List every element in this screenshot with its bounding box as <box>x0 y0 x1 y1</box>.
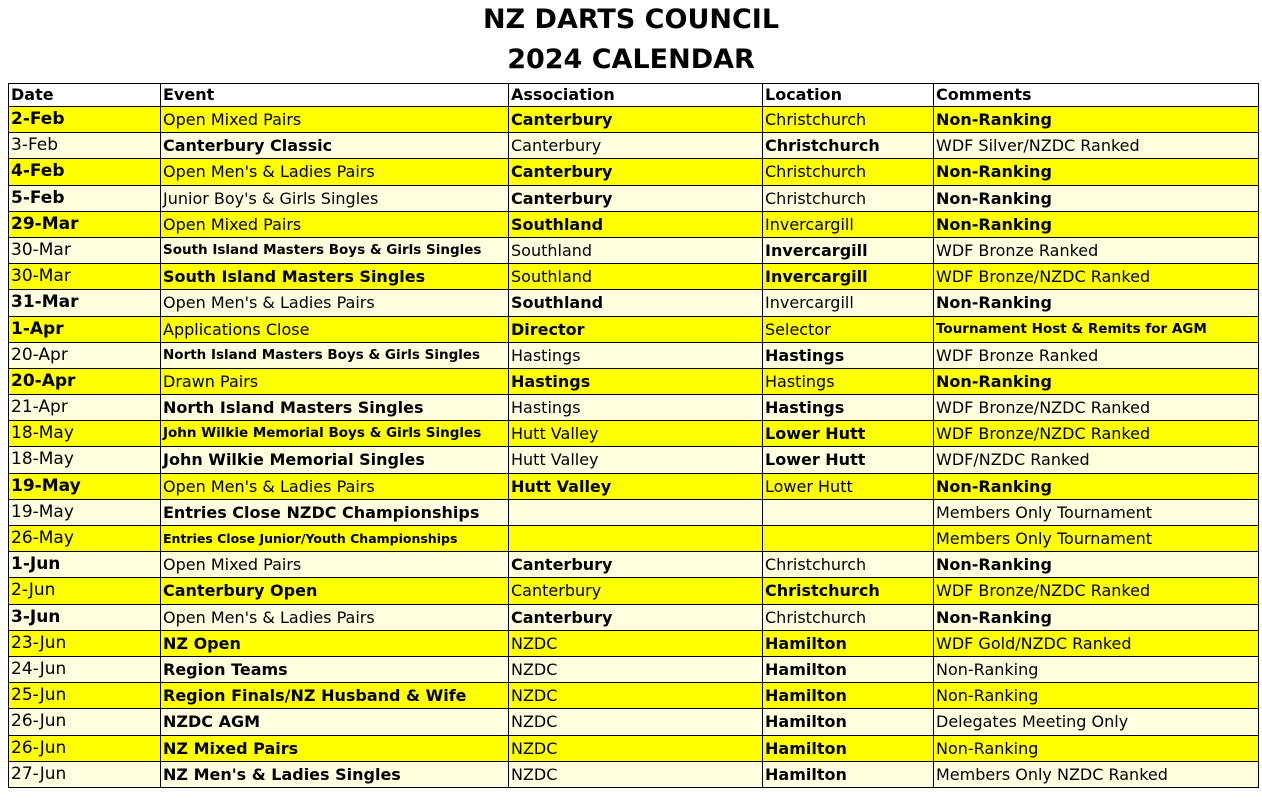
cell-comments: Non-Ranking <box>934 552 1259 578</box>
cell-event: Open Men's & Ladies Pairs <box>161 159 509 185</box>
cell-event: Drawn Pairs <box>161 368 509 394</box>
cell-location: Hastings <box>763 368 934 394</box>
calendar-table <box>8 83 1259 788</box>
cell-comments: Members Only Tournament <box>934 526 1259 552</box>
table-row <box>9 237 1259 263</box>
table-row <box>9 133 1259 159</box>
cell-association <box>509 526 763 552</box>
table-row <box>9 761 1259 787</box>
cell-date: 26-Jun <box>9 735 161 761</box>
table-row <box>9 342 1259 368</box>
table-row <box>9 395 1259 421</box>
cell-date: 20-Apr <box>9 342 161 368</box>
cell-location: Hamilton <box>763 656 934 682</box>
cell-comments: Members Only NZDC Ranked <box>934 761 1259 787</box>
cell-event: Entries Close NZDC Championships <box>161 499 509 525</box>
cell-event: Canterbury Classic <box>161 133 509 159</box>
cell-date: 23-Jun <box>9 630 161 656</box>
cell-association: Southland <box>509 264 763 290</box>
table-row <box>9 316 1259 342</box>
table-row <box>9 447 1259 473</box>
cell-association: Southland <box>509 237 763 263</box>
table-row <box>9 552 1259 578</box>
cell-date: 3-Feb <box>9 133 161 159</box>
cell-comments: WDF Bronze/NZDC Ranked <box>934 395 1259 421</box>
cell-association: Hastings <box>509 368 763 394</box>
cell-event: Open Mixed Pairs <box>161 107 509 133</box>
cell-comments: WDF Bronze/NZDC Ranked <box>934 578 1259 604</box>
table-row <box>9 211 1259 237</box>
table-row <box>9 107 1259 133</box>
table-row <box>9 735 1259 761</box>
table-row <box>9 630 1259 656</box>
cell-association <box>509 499 763 525</box>
cell-date: 19-May <box>9 499 161 525</box>
cell-date: 25-Jun <box>9 683 161 709</box>
header-comments: Comments <box>934 84 1259 107</box>
cell-location: Christchurch <box>763 185 934 211</box>
cell-association: Canterbury <box>509 578 763 604</box>
cell-date: 2-Jun <box>9 578 161 604</box>
cell-location: Hamilton <box>763 761 934 787</box>
cell-date: 30-Mar <box>9 264 161 290</box>
header-association: Association <box>509 84 763 107</box>
cell-association: NZDC <box>509 709 763 735</box>
table-row <box>9 159 1259 185</box>
cell-association: Canterbury <box>509 185 763 211</box>
cell-event: NZDC AGM <box>161 709 509 735</box>
cell-association: NZDC <box>509 630 763 656</box>
table-row <box>9 264 1259 290</box>
cell-location: Lower Hutt <box>763 421 934 447</box>
cell-date: 20-Apr <box>9 368 161 394</box>
cell-comments: Non-Ranking <box>934 290 1259 316</box>
cell-association: Hastings <box>509 342 763 368</box>
cell-event: Applications Close <box>161 316 509 342</box>
cell-location <box>763 526 934 552</box>
cell-location: Invercargill <box>763 290 934 316</box>
calendar-body <box>9 84 1259 788</box>
header-date: Date <box>9 84 161 107</box>
cell-association: Director <box>509 316 763 342</box>
cell-date: 29-Mar <box>9 211 161 237</box>
cell-comments: Members Only Tournament <box>934 499 1259 525</box>
cell-date: 19-May <box>9 473 161 499</box>
cell-event: Region Finals/NZ Husband & Wife <box>161 683 509 709</box>
cell-event: NZ Men's & Ladies Singles <box>161 761 509 787</box>
header-location: Location <box>763 84 934 107</box>
cell-location: Hamilton <box>763 683 934 709</box>
cell-event: Open Men's & Ladies Pairs <box>161 473 509 499</box>
cell-comments: Tournament Host & Remits for AGM <box>934 316 1259 342</box>
cell-comments: WDF/NZDC Ranked <box>934 447 1259 473</box>
cell-location: Hastings <box>763 395 934 421</box>
table-row <box>9 473 1259 499</box>
cell-event: John Wilkie Memorial Singles <box>161 447 509 473</box>
cell-event: Junior Boy's & Girls Singles <box>161 185 509 211</box>
cell-date: 3-Jun <box>9 604 161 630</box>
cell-comments: Non-Ranking <box>934 656 1259 682</box>
cell-date: 4-Feb <box>9 159 161 185</box>
cell-event: Entries Close Junior/Youth Championships <box>161 526 509 552</box>
cell-event: South Island Masters Boys & Girls Singles <box>161 237 509 263</box>
cell-comments: Non-Ranking <box>934 368 1259 394</box>
cell-date: 26-Jun <box>9 709 161 735</box>
cell-location: Christchurch <box>763 604 934 630</box>
cell-association: Canterbury <box>509 604 763 630</box>
cell-comments: Non-Ranking <box>934 185 1259 211</box>
table-row <box>9 656 1259 682</box>
cell-date: 31-Mar <box>9 290 161 316</box>
cell-comments: WDF Gold/NZDC Ranked <box>934 630 1259 656</box>
cell-association: NZDC <box>509 683 763 709</box>
cell-comments: Non-Ranking <box>934 211 1259 237</box>
cell-comments: Non-Ranking <box>934 604 1259 630</box>
cell-location: Christchurch <box>763 552 934 578</box>
cell-comments: WDF Bronze Ranked <box>934 237 1259 263</box>
cell-association: NZDC <box>509 656 763 682</box>
cell-comments: Non-Ranking <box>934 735 1259 761</box>
cell-event: Canterbury Open <box>161 578 509 604</box>
cell-date: 18-May <box>9 421 161 447</box>
page-subtitle: 2024 CALENDAR <box>507 44 755 75</box>
cell-association: Hutt Valley <box>509 447 763 473</box>
cell-location: Hamilton <box>763 735 934 761</box>
table-row <box>9 526 1259 552</box>
table-row <box>9 604 1259 630</box>
table-row <box>9 290 1259 316</box>
table-row <box>9 709 1259 735</box>
cell-location: Christchurch <box>763 578 934 604</box>
cell-date: 1-Jun <box>9 552 161 578</box>
cell-association: Canterbury <box>509 107 763 133</box>
cell-comments: Non-Ranking <box>934 107 1259 133</box>
cell-location: Hastings <box>763 342 934 368</box>
cell-date: 2-Feb <box>9 107 161 133</box>
cell-event: NZ Mixed Pairs <box>161 735 509 761</box>
cell-comments: Delegates Meeting Only <box>934 709 1259 735</box>
cell-event: South Island Masters Singles <box>161 264 509 290</box>
cell-event: John Wilkie Memorial Boys & Girls Singles <box>161 421 509 447</box>
cell-association: Hutt Valley <box>509 473 763 499</box>
cell-association: NZDC <box>509 761 763 787</box>
cell-location: Invercargill <box>763 237 934 263</box>
cell-event: North Island Masters Boys & Girls Singles <box>161 342 509 368</box>
table-row <box>9 185 1259 211</box>
cell-association: Southland <box>509 211 763 237</box>
table-row <box>9 683 1259 709</box>
cell-association: Canterbury <box>509 159 763 185</box>
cell-location: Hamilton <box>763 709 934 735</box>
cell-date: 21-Apr <box>9 395 161 421</box>
cell-event: North Island Masters Singles <box>161 395 509 421</box>
cell-association: Canterbury <box>509 133 763 159</box>
cell-location: Lower Hutt <box>763 473 934 499</box>
cell-date: 1-Apr <box>9 316 161 342</box>
cell-association: Hastings <box>509 395 763 421</box>
cell-location: Invercargill <box>763 264 934 290</box>
cell-location <box>763 499 934 525</box>
header-event: Event <box>161 84 509 107</box>
table-row <box>9 421 1259 447</box>
cell-event: Open Men's & Ladies Pairs <box>161 604 509 630</box>
cell-comments: WDF Bronze/NZDC Ranked <box>934 264 1259 290</box>
cell-association: Southland <box>509 290 763 316</box>
cell-event: NZ Open <box>161 630 509 656</box>
cell-event: Region Teams <box>161 656 509 682</box>
cell-association: Canterbury <box>509 552 763 578</box>
cell-comments: Non-Ranking <box>934 683 1259 709</box>
cell-association: Hutt Valley <box>509 421 763 447</box>
cell-event: Open Men's & Ladies Pairs <box>161 290 509 316</box>
table-row <box>9 499 1259 525</box>
cell-location: Christchurch <box>763 159 934 185</box>
cell-comments: WDF Bronze Ranked <box>934 342 1259 368</box>
cell-date: 5-Feb <box>9 185 161 211</box>
header-row <box>9 84 1259 107</box>
cell-location: Invercargill <box>763 211 934 237</box>
cell-location: Hamilton <box>763 630 934 656</box>
table-row <box>9 368 1259 394</box>
cell-comments: WDF Bronze/NZDC Ranked <box>934 421 1259 447</box>
cell-event: Open Mixed Pairs <box>161 211 509 237</box>
page-title: NZ DARTS COUNCIL <box>482 4 780 35</box>
cell-location: Christchurch <box>763 133 934 159</box>
cell-date: 27-Jun <box>9 761 161 787</box>
cell-event: Open Mixed Pairs <box>161 552 509 578</box>
cell-comments: Non-Ranking <box>934 473 1259 499</box>
cell-date: 18-May <box>9 447 161 473</box>
cell-location: Christchurch <box>763 107 934 133</box>
cell-location: Selector <box>763 316 934 342</box>
cell-comments: Non-Ranking <box>934 159 1259 185</box>
cell-location: Lower Hutt <box>763 447 934 473</box>
cell-date: 30-Mar <box>9 237 161 263</box>
table-row <box>9 578 1259 604</box>
cell-date: 24-Jun <box>9 656 161 682</box>
cell-comments: WDF Silver/NZDC Ranked <box>934 133 1259 159</box>
cell-association: NZDC <box>509 735 763 761</box>
cell-date: 26-May <box>9 526 161 552</box>
